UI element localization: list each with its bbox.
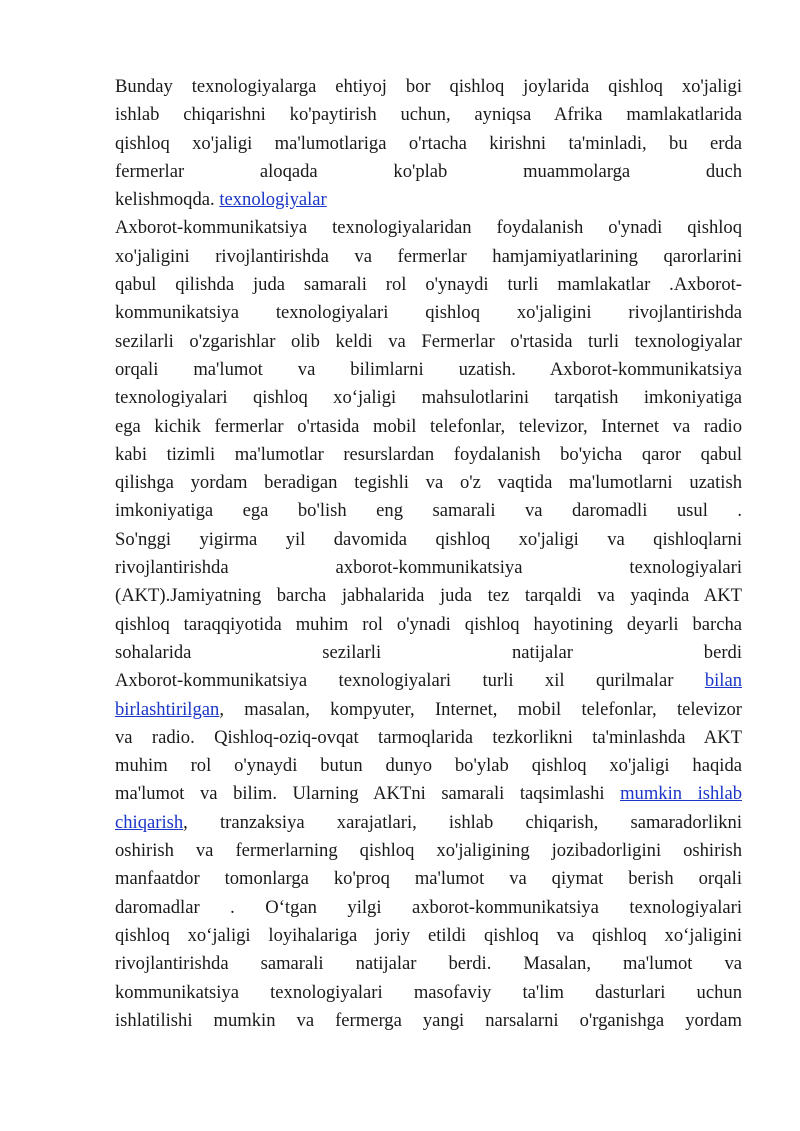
text-segment: xo'jaligini rivojlantirishda va fermerlar hamjamiyatlarining qarorlarini — [115, 245, 742, 267]
text-segment: qishloq taraqqiyotida muhim rol o'ynadi qishloq hayotining deyarli barcha — [115, 613, 742, 635]
text-segment: rivojlantirishda axborot-kommunikatsiya texnologiyalari — [115, 557, 742, 579]
text-line — [115, 1007, 742, 1035]
text-line — [115, 384, 742, 412]
text-segment: So'nggi yigirma yil davomida qishloq xo'jaligi va qishloqlarni — [115, 528, 742, 550]
text-segment: daromadlar . O‘tgan yilgi axborot-kommunikatsiya texnologiyalari — [115, 896, 742, 918]
text-line — [115, 752, 742, 780]
text-line — [115, 809, 742, 837]
hyperlink[interactable]: birlashtirilgan — [115, 698, 220, 720]
text-segment: oshirish va fermerlarning qishloq xo'jaligining jozibadorligini oshirish — [115, 840, 742, 862]
text-line — [115, 894, 742, 922]
text-line — [115, 611, 742, 639]
text-segment: qilishga yordam beradigan tegishli va o'z vaqtida ma'lumotlarni uzatish — [115, 472, 742, 494]
text-segment: kabi tizimli ma'lumotlar resurslardan foydalanish bo'yicha qaror qabul — [115, 443, 742, 465]
text-segment: qishloq xo'jaligi ma'lumotlariga o'rtacha kirishni ta'minladi, bu erda — [115, 132, 742, 154]
text-line — [115, 979, 742, 1007]
text-line — [115, 243, 742, 271]
hyperlink[interactable]: bilan — [704, 670, 742, 692]
text-segment: qabul qilishda juda samarali rol o'ynaydi turli mamlakatlar .Axborot- — [115, 274, 742, 296]
document-body — [115, 73, 742, 1035]
text-line — [115, 922, 742, 950]
text-line — [115, 526, 742, 554]
text-segment: kelishmoqda. — [115, 189, 220, 211]
text-line — [115, 328, 742, 356]
text-line — [115, 158, 742, 186]
text-line — [115, 554, 742, 582]
text-line — [115, 582, 742, 610]
text-segment: imkoniyatiga ega bo'lish eng samarali va daromadli usul . — [115, 500, 742, 522]
text-line — [115, 724, 742, 752]
text-line — [115, 130, 742, 158]
text-segment: va radio. Qishloq-oziq-ovqat tarmoqlarida tezkorlikni ta'minlashda AKT — [115, 726, 742, 748]
text-line — [115, 73, 742, 101]
text-line — [115, 299, 742, 327]
text-segment: Axborot-kommunikatsiya texnologiyalari turli xil qurilmalar — [115, 670, 705, 692]
text-segment: ma'lumot va bilim. Ularning AKTni samarali taqsimlashi — [115, 783, 621, 805]
hyperlink[interactable]: mumkin ishlab — [620, 783, 742, 805]
text-segment: (AKT).Jamiyatning barcha jabhalarida juda tez tarqaldi va yaqinda AKT — [115, 585, 742, 607]
text-segment: orqali ma'lumot va bilimlarni uzatish. Axborot-kommunikatsiya — [115, 358, 742, 380]
hyperlink[interactable]: texnologiyalar — [219, 189, 327, 211]
text-segment: , tranzaksiya xarajatlari, ishlab chiqarish, samaradorlikni — [183, 811, 742, 833]
text-segment: kommunikatsiya texnologiyalari masofaviy ta'lim dasturlari uchun — [115, 981, 742, 1003]
text-line — [115, 356, 742, 384]
text-segment: Bunday texnologiyalarga ehtiyoj bor qishloq joylarida qishloq xo'jaligi — [115, 76, 742, 97]
text-segment: ishlab chiqarishni ko'paytirish uchun, ayniqsa Afrika mamlakatlarida — [115, 104, 742, 126]
text-segment: Axborot-kommunikatsiya texnologiyalaridan foydalanish o'ynadi qishloq — [115, 217, 742, 239]
text-segment: manfaatdor tomonlarga ko'proq ma'lumot va qiymat berish orqali — [115, 868, 742, 890]
text-line — [115, 441, 742, 469]
text-line — [115, 186, 742, 214]
text-line — [115, 271, 742, 299]
text-segment: sezilarli o'zgarishlar olib keldi va Fermerlar o'rtasida turli texnologiyalar — [115, 330, 742, 352]
text-line — [115, 101, 742, 129]
text-segment: sohalarida sezilarli natijalar berdi — [115, 641, 742, 663]
text-segment: fermerlar aloqada ko'plab muammolarga duch — [115, 160, 742, 182]
text-segment: ishlatilishi mumkin va fermerga yangi narsalarni o'rganishga yordam — [115, 1009, 742, 1031]
text-segment: qishloq xo‘jaligi loyihalariga joriy etildi qishloq va qishloq xo‘jaligini — [115, 924, 742, 946]
text-segment: rivojlantirishda samarali natijalar berdi. Masalan, ma'lumot va — [115, 953, 742, 975]
text-line — [115, 469, 742, 497]
hyperlink[interactable]: chiqarish — [115, 811, 184, 833]
text-line — [115, 865, 742, 893]
text-segment: ega kichik fermerlar o'rtasida mobil telefonlar, televizor, Internet va radio — [115, 415, 742, 437]
text-line — [115, 214, 742, 242]
text-segment: kommunikatsiya texnologiyalari qishloq xo'jaligini rivojlantirishda — [115, 302, 742, 324]
text-line — [115, 696, 742, 724]
text-line — [115, 497, 742, 525]
text-line — [115, 780, 742, 808]
text-segment: muhim rol o'ynaydi butun dunyo bo'ylab qishloq xo'jaligi haqida — [115, 755, 742, 777]
text-line — [115, 413, 742, 441]
text-line — [115, 667, 742, 695]
text-segment: , masalan, kompyuter, Internet, mobil telefonlar, televizor — [219, 698, 742, 720]
text-line — [115, 837, 742, 865]
text-line — [115, 639, 742, 667]
text-segment: texnologiyalari qishloq xo‘jaligi mahsulotlarini tarqatish imkoniyatiga — [115, 387, 742, 409]
text-line — [115, 950, 742, 978]
